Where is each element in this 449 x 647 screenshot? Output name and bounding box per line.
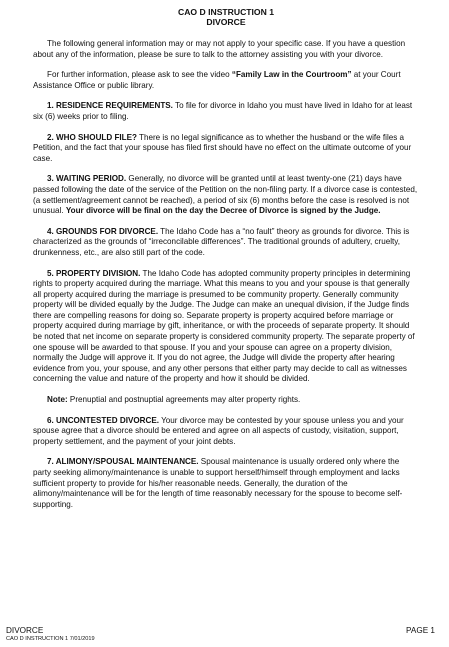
section-alimony — [33, 457, 419, 510]
section-alimony-title: 7. ALIMONY/SPOUSAL MAINTENANCE. — [47, 457, 199, 467]
footer-page-number: PAGE 1 — [406, 626, 435, 635]
doc-header-line1: CAO D INSTRUCTION 1 — [178, 7, 274, 17]
section-who-files — [33, 133, 419, 165]
footer-form-id: CAO D INSTRUCTION 1 7/01/2019 — [6, 636, 95, 642]
intro-paragraph: The following general information may or may not apply to your specific case. If you have a question about any of the information, please be sure to talk to the attorney assisting you with your divorce. — [33, 39, 406, 59]
section-grounds-title: 4. GROUNDS FOR DIVORCE. — [47, 226, 159, 236]
section-property-text: The Idaho Code has adopted community property principles in determining rights to property acquired during the marriage. What this means to you and your spouse is that generally all property acquired during the marriage is presumed to be community property. Generally community property will be divided equally by the Judge. The Judge can make an unequal division, if the Judge finds there are compelling reasons for doing so. Separate property is property acquired before marriage or property acquired during marriage by gift, inheritance, or with the proceeds of separate property. It should be noted that net income on separate property is considered community property. The separate property of one spouse will be awarded to that spouse. If you and your spouse can agree on a property division, normally the Judge will approve it. If you do not agree, the Judge will divide the property after hearing evidence from you, your spouse, and any other persons that either party may decide to call as witnesses concerning the value and nature of the property and how it should be divided. — [33, 268, 415, 384]
video-title: “Family Law in the Courtroom” — [231, 70, 352, 80]
document-page — [33, 0, 419, 510]
section-who-files-text: There is no legal significance as to whether the husband or the wife files a Petition, and the fact that your spouse has filed first should have no effect on the ultimate outcome of your case. — [33, 132, 412, 163]
section-residence-title: 1. RESIDENCE REQUIREMENTS. — [47, 101, 173, 111]
note-text: Prenuptial and postnuptial agreements may alter property rights. — [67, 395, 301, 405]
section-uncontested — [33, 416, 419, 448]
section-waiting-text: Generally, no divorce will be granted until at least twenty-one (21) days have passed following the date of the service of the Petition on the non-filing party. If a divorce case is contested, (a settlement/agreement cannot be reached), a period of six (6) months before the case is resolved is not unusual. — [33, 174, 418, 216]
section-who-files-title: 2. WHO SHOULD FILE? — [47, 132, 137, 142]
section-property — [33, 269, 419, 386]
section-uncontested-text: Your divorce may be contested by your spouse unless you and your spouse agree that a divorce should be entered and agree on all aspects of custody, visitation, support, property settlement, and the payment of your joint debts. — [33, 415, 404, 446]
section-residence — [33, 101, 419, 122]
doc-header-line2: DIVORCE — [206, 17, 246, 27]
video-paragraph — [33, 70, 419, 91]
section-waiting — [33, 174, 419, 216]
note-paragraph — [33, 395, 419, 406]
section-grounds-text: The Idaho Code has a “no fault” theory as grounds for divorce. This is characterized as the grounds of “irreconcilable differences”. The traditional grounds of adultery, cruelty, drunkenness, etc., are also still part of the code. — [33, 226, 410, 257]
section-uncontested-title: 6. UNCONTESTED DIVORCE. — [47, 415, 159, 425]
note-title: Note: — [47, 395, 68, 405]
footer-title: DIVORCE — [6, 626, 44, 635]
section-waiting-title: 3. WAITING PERIOD. — [47, 174, 127, 184]
section-property-title: 5. PROPERTY DIVISION. — [47, 268, 141, 278]
section-residence-text: To file for divorce in Idaho you must have lived in Idaho for at least six (6) weeks prior to filing. — [33, 101, 413, 121]
section-waiting-bold: Your divorce will be final on the day the Decree of Divorce is signed by the Judge. — [65, 206, 381, 216]
video-text-after: at your Court Assistance Office or public library. — [33, 70, 401, 90]
video-text-before: For further information, please ask to see the video — [47, 70, 232, 80]
section-alimony-text: Spousal maintenance is usually ordered only where the party seeking alimony/maintenance is unable to support herself/himself through employment and lacks sufficient property to provide for his/her reasonable needs. Generally, the duration of the alimony/maintenance will be for the length of time reasonably necessary for the spouse to become self-supporting. — [33, 457, 403, 509]
section-grounds — [33, 227, 419, 259]
